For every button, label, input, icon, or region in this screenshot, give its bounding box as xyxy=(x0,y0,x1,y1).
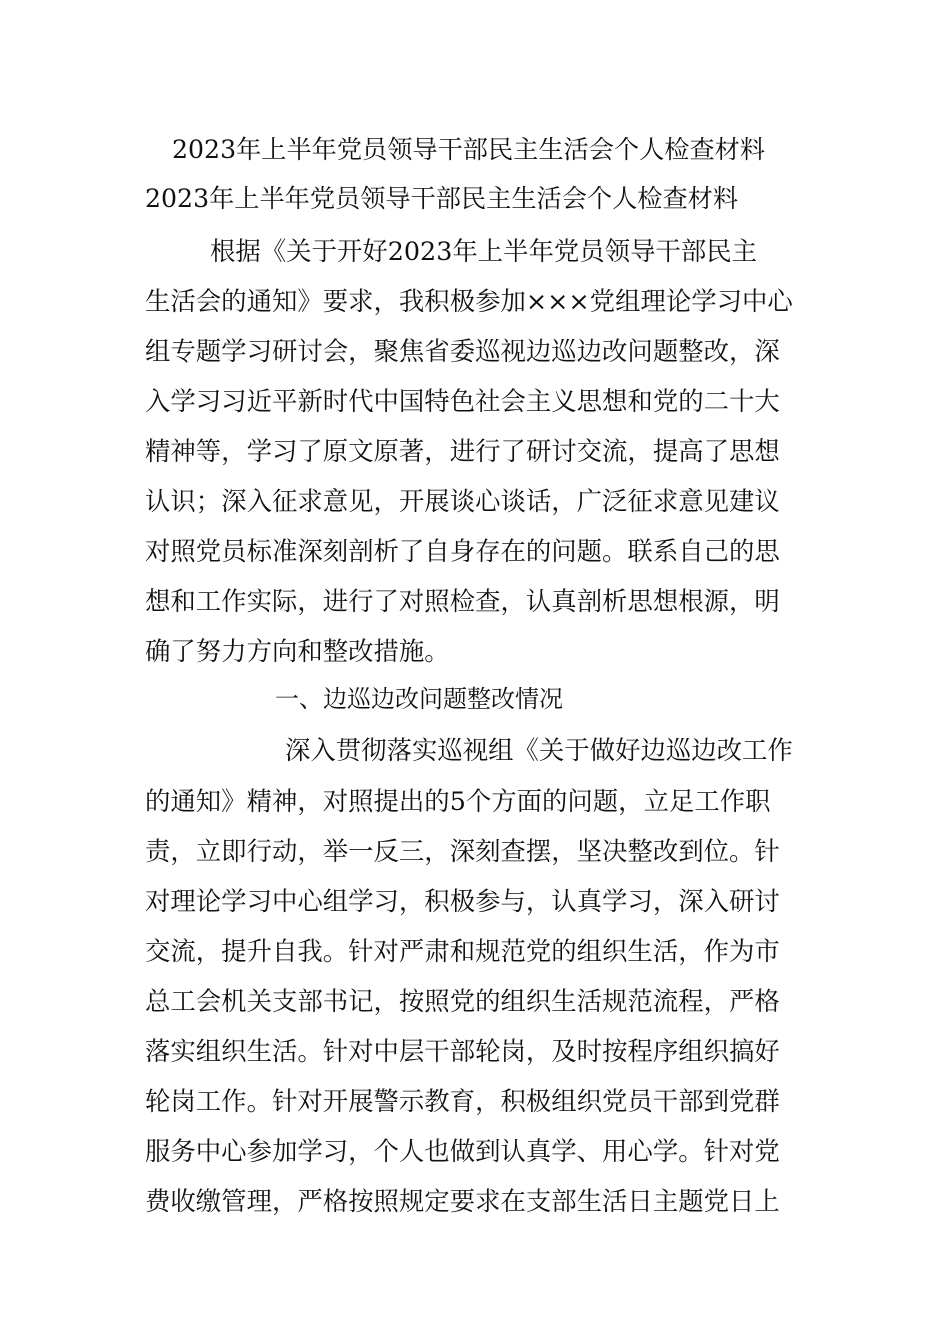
paragraph-2-line: 费收缴管理，严格按照规定要求在支部生活日主题党日上 xyxy=(145,1186,780,1216)
section-heading: 一、边巡边改问题整改情况 xyxy=(275,685,563,713)
paragraph-2-line: 落实组织生活。针对中层干部轮岗，及时按程序组织搞好 xyxy=(145,1036,780,1066)
paragraph-2-line: 深入贯彻落实巡视组《关于做好边巡边改工作 xyxy=(285,735,793,765)
paragraph-1-line: 认识；深入征求意见，开展谈心谈话，广泛征求意见建议 xyxy=(145,486,780,516)
paragraph-1-line: 确了努力方向和整改措施。 xyxy=(145,636,450,666)
paragraph-1-line: 组专题学习研讨会，聚焦省委巡视边巡边改问题整改，深 xyxy=(145,336,780,366)
paragraph-1-line: 入学习习近平新时代中国特色社会主义思想和党的二十大 xyxy=(145,386,780,416)
paragraph-1-line: 想和工作实际，进行了对照检查，认真剖析思想根源，明 xyxy=(145,586,780,616)
document-title: 2023年上半年党员领导干部民主生活会个人检查材料 xyxy=(172,135,766,164)
paragraph-2-line: 轮岗工作。针对开展警示教育，积极组织党员干部到党群 xyxy=(145,1086,780,1116)
paragraph-2-line: 责，立即行动，举一反三，深刻查摆，坚决整改到位。针 xyxy=(145,836,780,866)
paragraph-1-line: 根据《关于开好2023年上半年党员领导干部民主 xyxy=(210,236,758,266)
paragraph-1-line: 生活会的通知》要求，我积极参加×××党组理论学习中心 xyxy=(145,286,793,316)
paragraph-2-line: 的通知》精神，对照提出的5个方面的问题，立足工作职 xyxy=(145,786,771,816)
paragraph-2-line: 总工会机关支部书记，按照党的组织生活规范流程，严格 xyxy=(145,986,780,1016)
document-subtitle: 2023年上半年党员领导干部民主生活会个人检查材料 xyxy=(145,184,739,213)
paragraph-1-line: 对照党员标准深刻剖析了自身存在的问题。联系自己的思 xyxy=(145,536,780,566)
paragraph-2-line: 服务中心参加学习，个人也做到认真学、用心学。针对党 xyxy=(145,1136,780,1166)
paragraph-2-line: 交流，提升自我。针对严肃和规范党的组织生活，作为市 xyxy=(145,936,780,966)
paragraph-2-line: 对理论学习中心组学习，积极参与，认真学习，深入研讨 xyxy=(145,886,780,916)
paragraph-1-line: 精神等，学习了原文原著，进行了研讨交流，提高了思想 xyxy=(145,436,780,466)
